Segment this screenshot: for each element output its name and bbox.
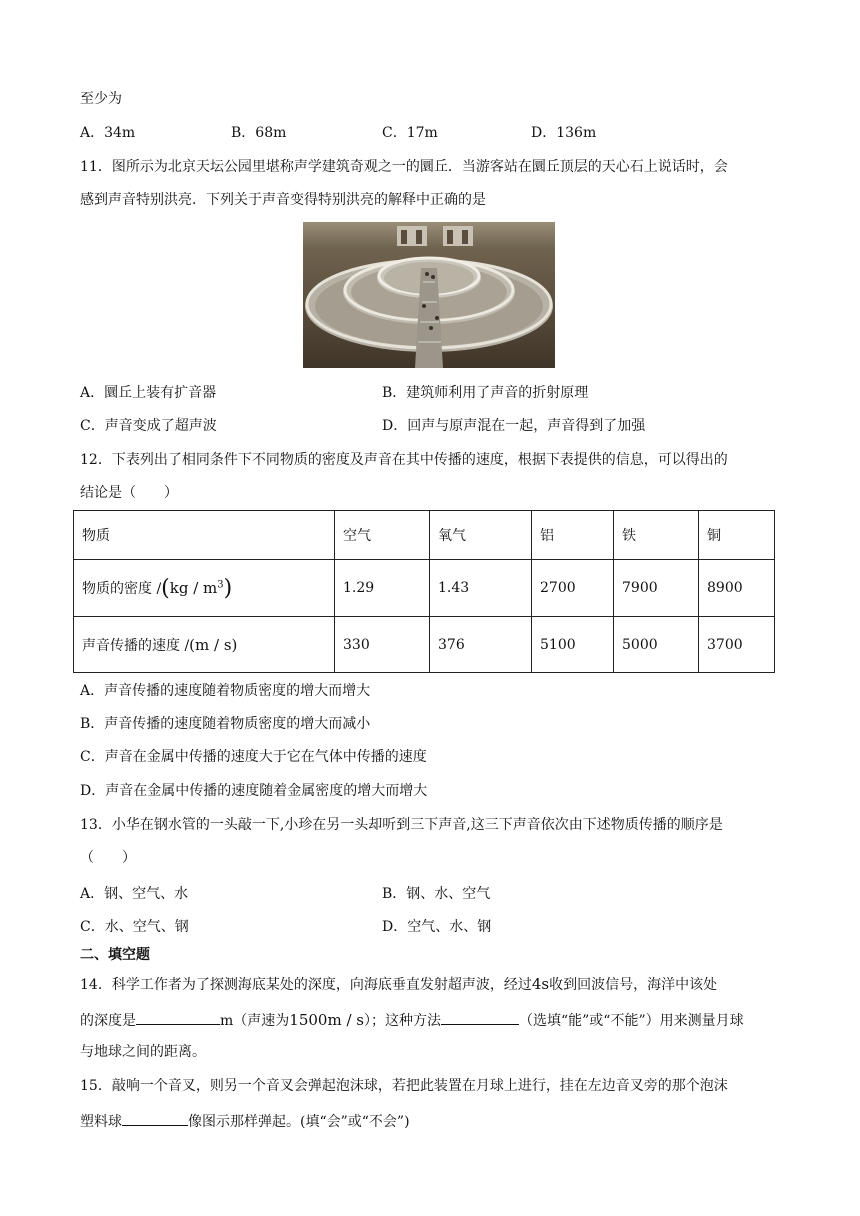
q12-stem-line1: 12．下表列出了相同条件下不同物质的密度及声音在其中传播的速度，根据下表提供的信息，可以得出的 <box>80 452 728 468</box>
q12-option-c: C．声音在金属中传播的速度大于它在气体中传播的速度 <box>80 749 427 765</box>
q14-text: 14．科学工作者为了探测海底某处的深度，向海底垂直发射超声波，经过 <box>80 977 532 993</box>
q15-stem-line2 <box>80 1109 410 1132</box>
table-cell: 376 <box>430 617 532 673</box>
q11-option-c: C．声音变成了超声波 <box>80 418 217 434</box>
q14-sound-speed: 1500m / s <box>289 1011 364 1029</box>
table-cell: 3700 <box>699 617 775 673</box>
table-header-cell: 铁 <box>614 511 699 560</box>
q15-text: 像图示那样弹起。(填“会”或“不会”) <box>188 1114 410 1130</box>
density-speed-table <box>73 510 775 673</box>
speed-unit: (m / s) <box>189 635 238 654</box>
q13-option-c: C．水、空气、钢 <box>80 919 189 935</box>
table-row-speed <box>74 617 775 673</box>
answer-blank[interactable] <box>136 1008 220 1025</box>
density-unit: kg / m <box>169 578 218 597</box>
q15-stem-line1: 15．敲响一个音叉，则另一个音叉会弹起泡沫球，若把此装置在月球上进行，挂在左边音叉旁的那个泡沫 <box>80 1078 728 1094</box>
q14-text: 的深度是 <box>80 1013 136 1029</box>
density-unit-exponent: 3 <box>217 578 224 590</box>
density-label-cell: 物质的密度 $/(kg / m^3)$ <box>74 560 335 617</box>
table-cell: 5000 <box>614 617 699 673</box>
q13-option-d: D．空气、水、钢 <box>382 919 492 935</box>
q14-text: （选填“能”或“不能”）用来测量月球 <box>518 1013 744 1029</box>
table-header-cell: 物质 <box>74 511 335 560</box>
table-header-cell: 氧气 <box>430 511 532 560</box>
q10-option-a: A．34m <box>80 125 136 141</box>
q12-option-d: D．声音在金属中传播的速度随着金属密度的增大而增大 <box>80 783 428 799</box>
q11-stem-line2: 感到声音特别洪亮．下列关于声音变得特别洪亮的解释中正确的是 <box>80 192 486 208</box>
q12-option-b: B．声音传播的速度随着物质密度的增大而减小 <box>80 716 371 732</box>
table-cell: 1.29 <box>335 560 430 617</box>
q13-options-row1 <box>80 884 780 904</box>
q14-stem-line2 <box>80 1008 744 1031</box>
q11-option-a: A．圜丘上装有扩音器 <box>80 385 217 401</box>
q11-options-row2 <box>80 416 780 436</box>
q10-options <box>80 123 780 143</box>
table-cell: 5100 <box>532 617 614 673</box>
table-cell: 7900 <box>614 560 699 617</box>
table-cell: 2700 <box>532 560 614 617</box>
q12-option-a: A．声音传播的速度随着物质密度的增大而增大 <box>80 683 371 699</box>
table-header-cell: 铜 <box>699 511 775 560</box>
q14-time-value: 4s <box>531 975 550 993</box>
speed-label-cell <box>74 617 335 673</box>
answer-blank[interactable] <box>441 1008 519 1025</box>
q13-options-row2 <box>80 917 780 937</box>
q13-stem-line2: （ ） <box>80 850 136 866</box>
q14-text: ）；这种方法 <box>363 1013 441 1029</box>
q11-option-b: B．建筑师利用了声音的折射原理 <box>382 385 589 401</box>
table-header-row <box>74 511 775 560</box>
q14-stem-line1 <box>80 974 717 995</box>
q10-option-d: D．136m <box>531 125 597 141</box>
speed-label: 声音传播的速度 / <box>82 637 190 654</box>
q10-option-b: B．68m <box>231 125 287 141</box>
table-cell: 1.43 <box>430 560 532 617</box>
circular-mound-altar-photo <box>303 222 555 368</box>
table-row-density <box>74 560 775 617</box>
q13-option-b: B．钢、水、空气 <box>382 886 491 902</box>
q13-option-a: A．钢、空气、水 <box>80 886 189 902</box>
section-title: 二、填空题 <box>80 947 150 963</box>
q11-option-d: D．回声与原声混在一起，声音得到了加强 <box>382 418 646 434</box>
q10-option-c: C．17m <box>382 125 438 141</box>
q11-options-row1 <box>80 383 780 403</box>
table-cell: 330 <box>335 617 430 673</box>
q10-tail: 至少为 <box>80 91 122 107</box>
q13-stem-line1: 13．小华在钢水管的一头敲一下,小珍在另一头却听到三下声音,这三下声音依次由下述物质传播的顺序是 <box>80 817 723 833</box>
q12-stem-line2: 结论是（ ） <box>80 485 178 501</box>
answer-blank[interactable] <box>122 1109 188 1126</box>
table-header-cell: 铝 <box>532 511 614 560</box>
density-label: 物质的密度 / <box>82 580 162 597</box>
q11-stem-line1: 11．图所示为北京天坛公园里堪称声学建筑奇观之一的圜丘．当游客站在圜丘顶层的天心石上说话时，会 <box>80 159 728 175</box>
q15-text: 塑料球 <box>80 1114 122 1130</box>
table-header-cell: 空气 <box>335 511 430 560</box>
q14-stem-line3: 与地球之间的距离。 <box>80 1044 206 1060</box>
q14-text: m（声速为 <box>220 1013 290 1029</box>
table-cell: 8900 <box>699 560 775 617</box>
q14-text: 收到回波信号，海洋中该处 <box>549 977 718 993</box>
